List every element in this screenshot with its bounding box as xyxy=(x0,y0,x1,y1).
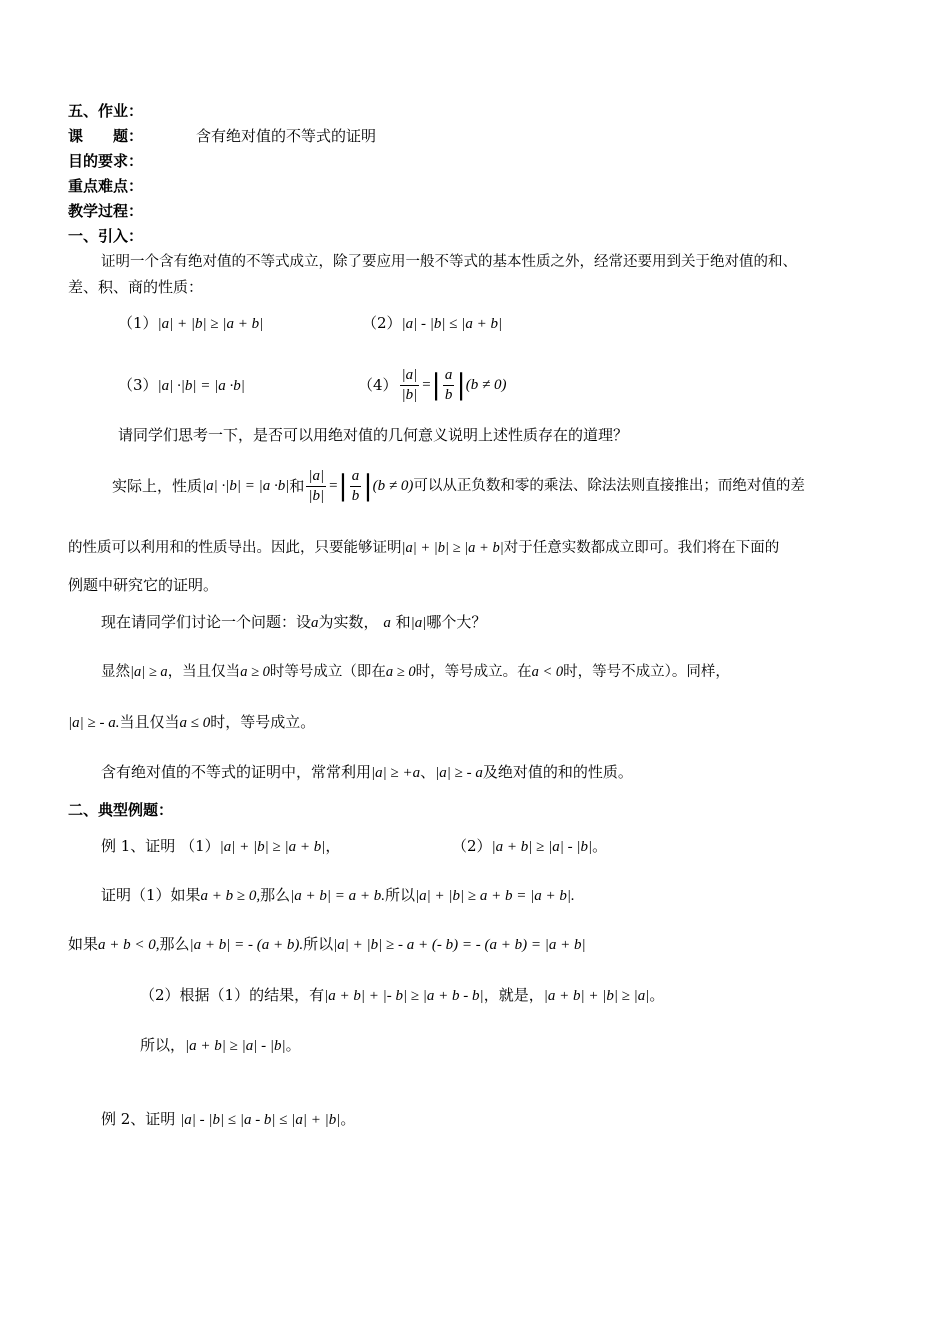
focus-heading: 重点难点： xyxy=(68,177,144,195)
proof-line4: 所以，|a + b| ≥ |a| - |b|。 xyxy=(140,1036,301,1054)
example1-part2: （2）|a + b| ≥ |a| - |b|。 xyxy=(452,837,608,855)
question-line: 现在请同学们讨论一个问题：设a为实数， a 和|a|哪个大？ xyxy=(101,613,487,631)
property-3 xyxy=(118,375,245,396)
property-3-formula: |a| ·|b| = |a ·b| xyxy=(157,378,245,394)
example1-line: 例 1、证明 （1）|a| + |b| ≥ |a + b|， xyxy=(101,837,341,855)
property-2 xyxy=(362,313,502,334)
goals-heading: 目的要求： xyxy=(68,152,144,170)
topic-label: 课 题： xyxy=(68,127,144,145)
proof-line2: 如果a + b < 0,那么|a + b| = - (a + b).所以|a| + |b| ≥ - a + (- b) = - (a + b) = |a + b| xyxy=(68,935,586,953)
property-1 xyxy=(118,313,263,334)
derive-line2: 例题中研究它的证明。 xyxy=(68,576,219,594)
process-heading: 教学过程： xyxy=(68,202,144,220)
proof-line1: 证明（1）如果a + b ≥ 0,那么|a + b| = a + b.所以|a| + |b| ≥ a + b = |a + b|. xyxy=(101,886,575,904)
same-line: |a| ≥ - a.当且仅当a ≤ 0时，等号成立。 xyxy=(68,713,316,731)
section1-title: 一、引入： xyxy=(68,227,144,245)
property-1-label: （1） xyxy=(118,314,158,332)
property-4-label: （4） xyxy=(358,376,398,394)
example2-line: 例 2、证明 |a| - |b| ≤ |a - b| ≤ |a| + |b|。 xyxy=(101,1110,356,1128)
derive-line: 的性质可以利用和的性质导出。因此，只要能够证明|a| + |b| ≥ |a + b|对于任意实数都成立即可。我们将在下面的 xyxy=(68,540,780,556)
intro-paragraph-line1: 证明一个含有绝对值的不等式成立，除了要应用一般不等式的基本性质之外，经常还要用到关于绝对值的和、 xyxy=(101,254,797,270)
property-3-label: （3） xyxy=(118,376,158,394)
topic-value: 含有绝对值的不等式的证明 xyxy=(196,127,377,145)
homework-heading: 五、作业： xyxy=(68,102,144,120)
property-4-condition: (b ≠ 0) xyxy=(465,377,507,393)
use-line: 含有绝对值的不等式的证明中，常常利用|a| ≥ +a、|a| ≥ - a及绝对值的和的性质。 xyxy=(101,763,633,781)
fact-line: 实际上，性质 |a| ·|b| = |a ·b| 和 $\frac{|a|}{|b|}$ = | $\frac{a}{b}$ | (b ≠ 0) 可以从正负数和零的乘法、除法法则直接推出；而绝对值的差 xyxy=(112,467,805,504)
property-2-label: （2） xyxy=(362,314,402,332)
property-4: （4） $\frac{|a|}{|b|}$ = | $\frac{a}{b}$ | (b ≠ 0) xyxy=(358,366,507,403)
property-4-equals: = xyxy=(421,377,432,393)
property-1-formula: |a| + |b| ≥ |a + b| xyxy=(157,316,264,332)
property-4-fraction-right: $\frac{a}{b}$ xyxy=(444,366,453,403)
property-2-formula: |a| - |b| ≤ |a + b| xyxy=(401,316,503,332)
intro-paragraph-line2: 差、积、商的性质： xyxy=(68,278,204,296)
proof-line3: （2）根据（1）的结果，有|a + b| + |- b| ≥ |a + b - b|，就是，|a + b| + |b| ≥ |a|。 xyxy=(140,986,665,1004)
obvious-line: 显然|a| ≥ a，当且仅当a ≥ 0时等号成立（即在a ≥ 0时，等号成立。在a < 0时，等号不成立）。同样， xyxy=(101,664,730,680)
property-4-fraction-left: $\frac{|a|}{|b|}$ xyxy=(401,366,418,403)
section2-title: 二、典型例题： xyxy=(68,801,174,819)
think-question: 请同学们思考一下，是否可以用绝对值的几何意义说明上述性质存在的道理？ xyxy=(118,426,629,444)
